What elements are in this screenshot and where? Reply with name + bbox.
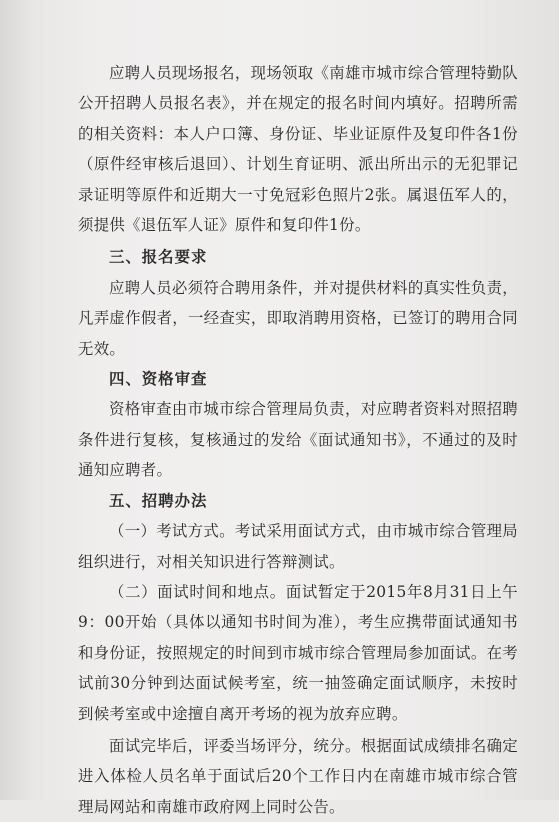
document-body (78, 58, 518, 822)
exam-method-paragraph: （一）考试方式。考试采用面试方式，由市城市综合管理局组织进行，对相关知识进行答辩测试。 (78, 522, 518, 571)
qualification-review-paragraph: 资格审查由市城市综合管理局负责，对应聘者资料对照招聘条件进行复核，复核通过的发给《面试通知书》，不通过的及时通知应聘者。 (78, 400, 518, 480)
section-heading-qualification-review: 四、资格审查 (109, 370, 208, 389)
registration-requirements-paragraph: 应聘人员必须符合聘用条件，并对提供材料的真实性负责，凡弄虚作假者，一经查实，即取消聘用资格，已签订的聘用合同无效。 (78, 278, 518, 358)
registration-materials-paragraph: 应聘人员现场报名，现场领取《南雄市城市综合管理特勤队公开招聘人员报名表》，并在规定的报名时间内填好。招聘所需的相关资料：本人户口簿、身份证、毕业证原件及复印件各1份（原件经审核后退回）、计划生育证明、派出所出示的无犯罪记录证明等原件和近期大一寸免冠彩色照片2张。属退伍军人的，须提供《退伍军人证》原件和复印件1份。 (78, 64, 518, 235)
interview-time-location-paragraph: （二）面试时间和地点。面试暂定于2015年8月31日上午9：00开始（具体以通知书时间为准），考生应携带面试通知书和身份证，按照规定的时间到市城市综合管理局参加面试。在考试前30分钟到达面试候考室，统一抽签确定面试顺序，未按时到候考室或中途擅自离开考场的视为放弃应聘。 (78, 582, 518, 723)
page-edge-shadow (0, 0, 34, 800)
results-announcement-paragraph: 面试完毕后，评委当场评分，统分。根据面试成绩排名确定进入体检人员名单于面试后20个工作日内在南雄市城市综合管理局网站和南雄市政府网上同时公告。 (78, 736, 518, 816)
section-heading-registration-requirements: 三、报名要求 (109, 248, 208, 267)
section-heading-recruitment-method: 五、招聘办法 (109, 491, 208, 510)
